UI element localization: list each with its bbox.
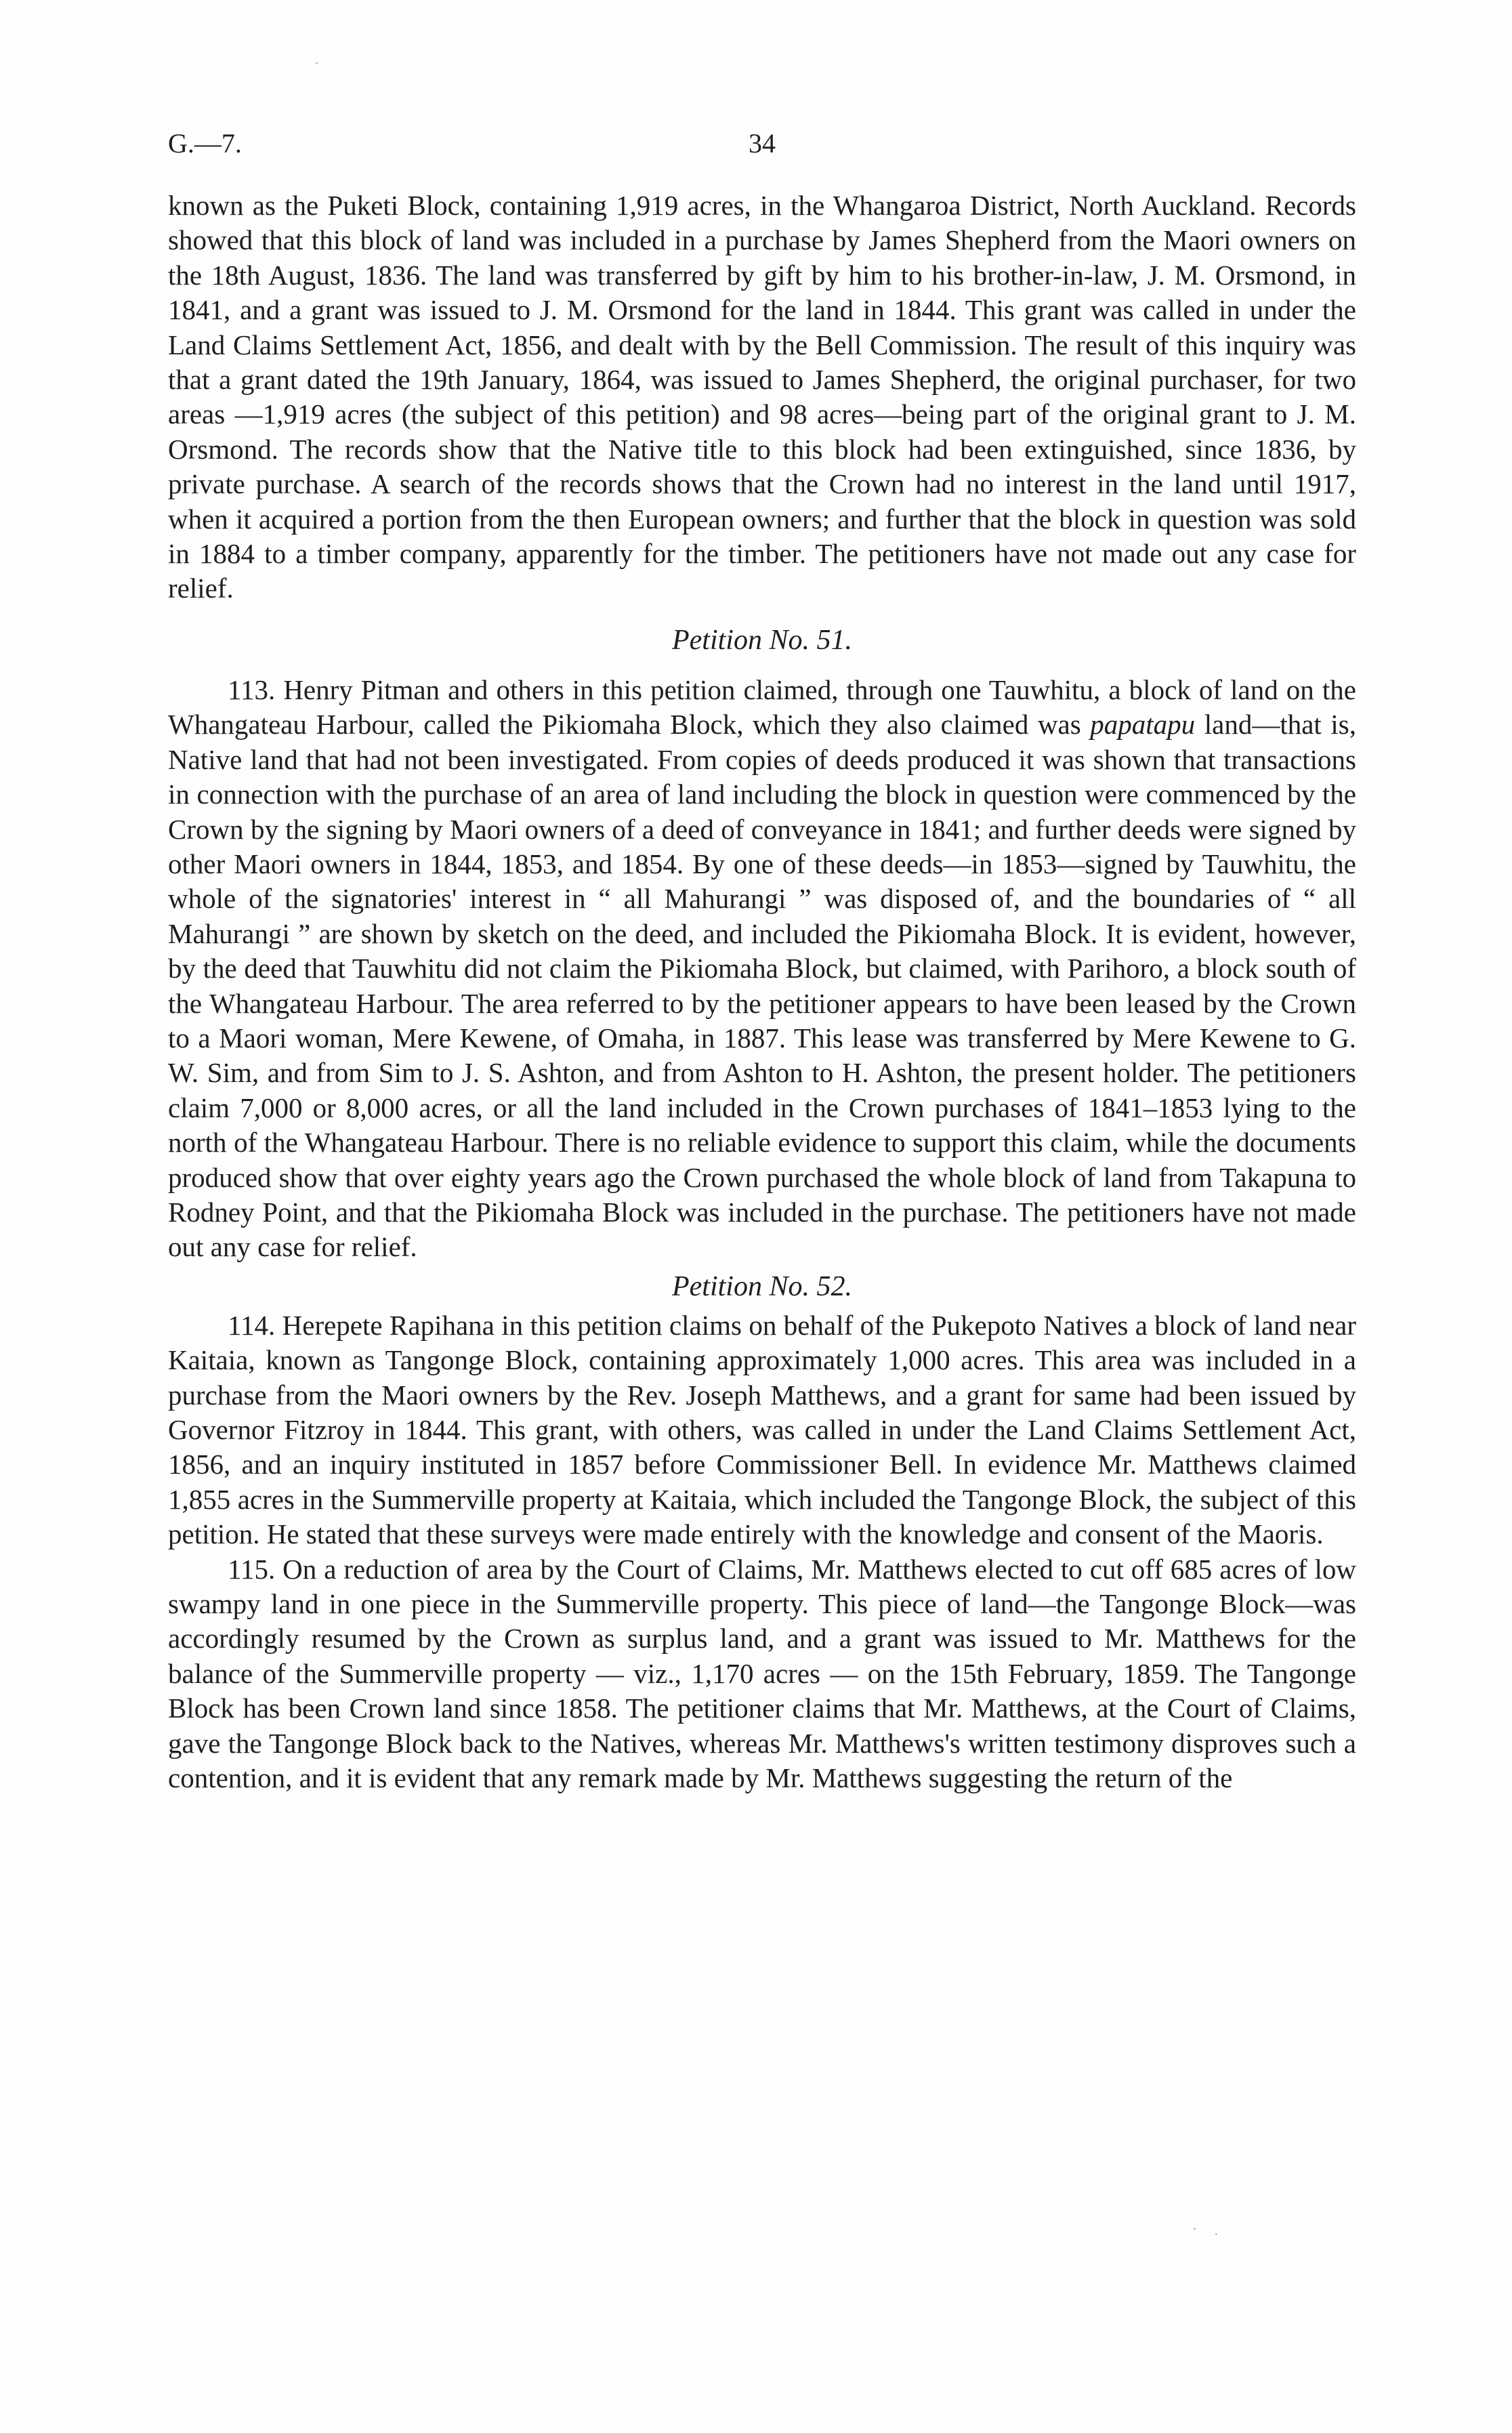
- paragraph-113-italic-term: papatapu: [1090, 709, 1196, 741]
- scan-speck: [1215, 2233, 1217, 2235]
- paragraph-114: 114. Herepete Rapihana in this petition claims on behalf of the Pukepoto Natives a block of land near Kaitaia, known as Tangonge Block, containing approximately 1,000 acres. This area was included in a purchase from the Maori owners by the Rev. Joseph Matthews, and a grant for same had been issued by Governor Fitzroy in 1844. This grant, with others, was called in under the Land Claims Settlement Act, 1856, and an inquiry instituted in 1857 before Commissioner Bell. In evidence Mr. Matthews claimed 1,855 acres in the Summerville property at Kaitaia, which included the Tangonge Block, the subject of this petition. He stated that these surveys were made entirely with the knowledge and consent of the Maoris.: [168, 1309, 1356, 1550]
- page-number: 34: [749, 128, 776, 159]
- document-body: [168, 188, 1356, 1795]
- petition-51-heading: Petition No. 51.: [672, 624, 852, 656]
- paragraph-113-text-start: 113. Henry Pitman and others in this petition claimed, through one Tauwhitu, a block of land on the Whangateau Harbour, called the Pikiomaha Block, which they also claimed was: [168, 673, 1356, 741]
- continuation-paragraph: known as the Puketi Block, containing 1,919 acres, in the Whangaroa District, North Auckland. Records showed that this block of land was included in a purchase by James Shepherd from the Maori owners on the 18th August, 1836. The land was transferred by gift by him to his brother-in-law, J. M. Orsmond, in 1841, and a grant was issued to J. M. Orsmond for the land in 1844. This grant was called in under the Land Claims Settlement Act, 1856, and dealt with by the Bell Commission. The result of this inquiry was that a grant dated the 19th January, 1864, was issued to James Shepherd, the original purchaser, for two areas —1,919 acres (the subject of this petition) and 98 acres—being part of the original grant to J. M. Orsmond. The records show that the Native title to this block had been extinguished, since 1836, by private purchase. A search of the records shows that the Crown had no interest in the land until 1917, when it acquired a portion from the then European owners; and further that the block in question was sold in 1884 to a timber company, apparently for the timber. The petitioners have not made out any case for relief.: [168, 190, 1356, 604]
- paragraph-113-text-end: land—that is, Native land that had not been investigated. From copies of deeds produced it was shown that transactions in connection with the purchase of an area of land including the block in question were commenced by the Crown by the signing by Maori owners of a deed of conveyance in 1841; and further deeds were signed by other Maori owners in 1844, 1853, and 1854. By one of these deeds—in 1853—signed by Tauwhitu, the whole of the signatories' interest in “ all Mahurangi ” was disposed of, and the boundaries of “ all Mahurangi ” are shown by sketch on the deed, and included the Pikiomaha Block. It is evident, however, by the deed that Tauwhitu did not claim the Pikiomaha Block, but claimed, with Parihoro, a block south of the Whangateau Harbour. The area referred to by the petitioner appears to have been leased by the Crown to a Maori woman, Mere Kewene, of Omaha, in 1887. This lease was transferred by Mere Kewene to G. W. Sim, and from Sim to J. S. Ashton, and from Ashton to H. Ashton, the present holder. The petitioners claim 7,000 or 8,000 acres, or all the land included in the Crown purchases of 1841–1853 lying to the north of the Whangateau Harbour. There is no reliable evidence to support this claim, while the documents produced show that over eighty years ago the Crown purchased the whole block of land from Takapuna to Rodney Point, and that the Pikiomaha Block was included in the purchase. The petitioners have not made out any case for relief.: [168, 709, 1356, 1263]
- scan-speck: [1194, 2228, 1196, 2230]
- paragraph-113: [168, 673, 1356, 1265]
- petition-52-heading: Petition No. 52.: [672, 1270, 852, 1302]
- page-header: [168, 127, 1356, 168]
- paragraph-115: 115. On a reduction of area by the Court of Claims, Mr. Matthews elected to cut off 685 acres of low swampy land in one piece in the Summerville property. This piece of land—the Tangonge Block—was accordingly resumed by the Crown as surplus land, and a grant was issued to Mr. Matthews for the balance of the Summerville property — viz., 1,170 acres — on the 15th February, 1859. The Tangonge Block has been Crown land since 1858. The petitioner claims that Mr. Matthews, at the Court of Claims, gave the Tangonge Block back to the Natives, whereas Mr. Matthews's written testimony disproves such a contention, and it is evident that any remark made by Mr. Matthews suggesting the return of the: [168, 1553, 1356, 1794]
- document-reference: G.—7.: [168, 128, 242, 159]
- scan-speck: [316, 62, 318, 64]
